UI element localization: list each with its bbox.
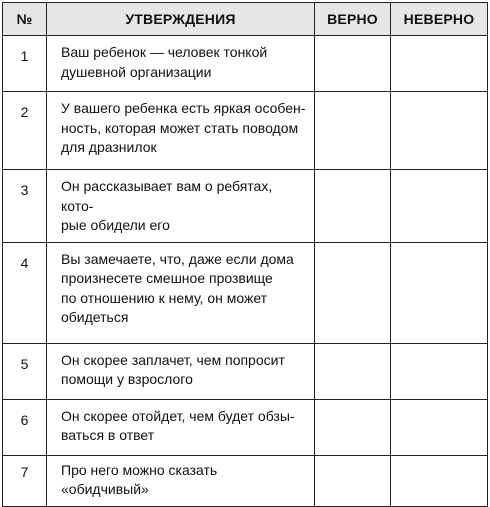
- row-number: 1: [3, 36, 47, 92]
- true-answer-cell[interactable]: [315, 455, 391, 506]
- statement-line: ность, которая может стать поводом: [61, 119, 299, 136]
- row-number: 2: [3, 92, 47, 170]
- statement-line: Он скорее отойдет, чем будет обзы-: [61, 407, 295, 424]
- statement-cell: [47, 399, 315, 455]
- header-false: НЕВЕРНО: [391, 3, 488, 36]
- statements-table: [2, 2, 488, 507]
- false-answer-cell[interactable]: [391, 170, 488, 243]
- table-row: [3, 170, 488, 243]
- header-statements: УТВЕРЖДЕНИЯ: [47, 3, 315, 36]
- statement-line: душевной организации: [61, 63, 212, 80]
- statement-cell: [47, 343, 315, 399]
- statement-cell: [47, 92, 315, 170]
- statement-line: Вы замечаете, что, даже если дома: [61, 250, 294, 267]
- table-row: [3, 343, 488, 399]
- header-number: №: [3, 3, 47, 36]
- false-answer-cell[interactable]: [391, 92, 488, 170]
- statement-cell: [47, 455, 315, 506]
- false-answer-cell[interactable]: [391, 399, 488, 455]
- true-answer-cell[interactable]: [315, 343, 391, 399]
- header-row: [3, 3, 488, 36]
- header-true: ВЕРНО: [315, 3, 391, 36]
- table-row: [3, 92, 488, 170]
- statement-line: Он рассказывает вам о ребятах, кото-: [61, 178, 273, 214]
- statement-line: ваться в ответ: [61, 427, 155, 443]
- true-answer-cell[interactable]: [315, 399, 391, 455]
- table-row: [3, 455, 488, 506]
- statement-line: произнесете смешное прозвище: [61, 270, 273, 286]
- row-number: 5: [3, 343, 47, 399]
- table-row: [3, 242, 488, 343]
- true-answer-cell[interactable]: [315, 36, 391, 92]
- false-answer-cell[interactable]: [391, 343, 488, 399]
- statement-line: рые обидели его: [61, 217, 170, 233]
- statement-line: для дразнилок: [61, 139, 157, 155]
- true-answer-cell[interactable]: [315, 170, 391, 243]
- statement-line: по отношению к нему, он может: [61, 289, 268, 306]
- table-row: [3, 36, 488, 92]
- statement-cell: [47, 170, 315, 243]
- statement-line: обидеться: [61, 309, 129, 325]
- statement-cell: [47, 242, 315, 343]
- false-answer-cell[interactable]: [391, 36, 488, 92]
- true-answer-cell[interactable]: [315, 92, 391, 170]
- row-number: 3: [3, 170, 47, 243]
- table-row: [3, 399, 488, 455]
- row-number: 4: [3, 242, 47, 343]
- statement-line: Он скорее заплачет, чем попросит: [61, 351, 285, 368]
- statement-line: У вашего ребенка есть яркая особен-: [61, 100, 306, 116]
- statement-cell: [47, 36, 315, 92]
- row-number: 7: [3, 455, 47, 506]
- statement-line: помощи у взрослого: [61, 371, 193, 387]
- statements-table-container: [2, 2, 487, 497]
- true-answer-cell[interactable]: [315, 242, 391, 343]
- false-answer-cell[interactable]: [391, 242, 488, 343]
- row-number: 6: [3, 399, 47, 455]
- statement-line: Про него можно сказать «обидчивый»: [61, 461, 218, 497]
- false-answer-cell[interactable]: [391, 455, 488, 506]
- statement-line: Ваш ребенок — человек тонкой: [61, 44, 268, 60]
